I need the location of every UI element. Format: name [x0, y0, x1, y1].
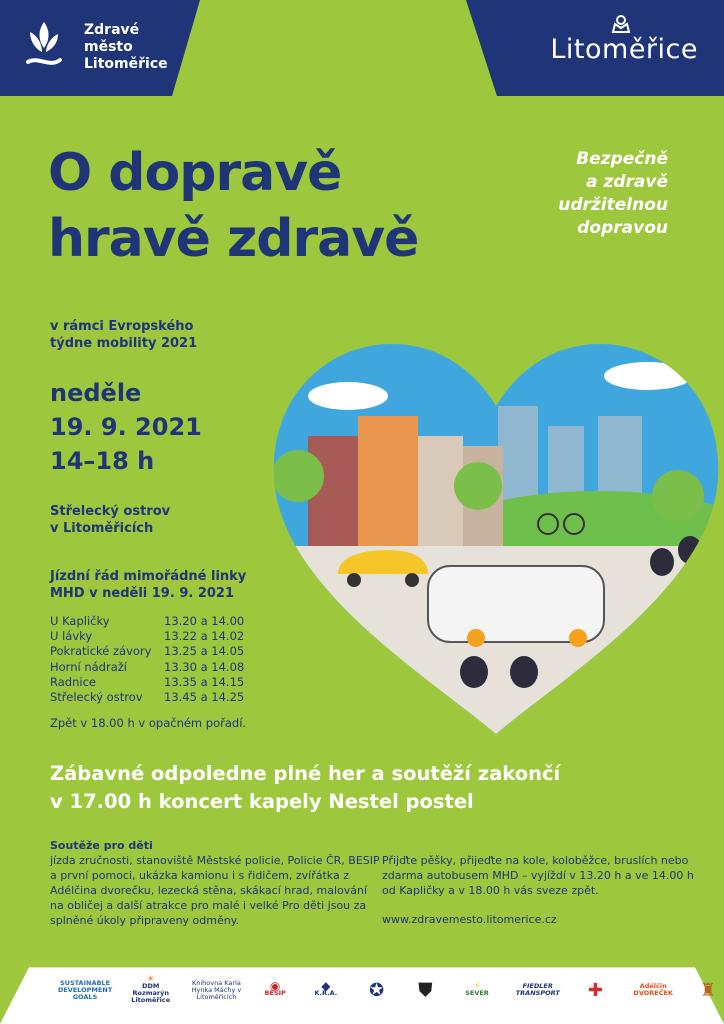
- contests-section: [50, 838, 380, 928]
- sever-logo: [459, 983, 495, 997]
- sdg-logo: SUSTAINABLE DEVELOPMENT GOALS: [57, 978, 113, 1001]
- event-day: neděle: [50, 379, 142, 407]
- besip-icon: ◉: [269, 979, 281, 993]
- schedule-title: [50, 568, 246, 602]
- schedule-title-line-1: Jízdní řád mimořádné linky: [50, 569, 247, 584]
- police-badge-logo: [410, 979, 440, 1001]
- context-line-2: týdne mobility 2021: [50, 336, 198, 351]
- schedule-stop: Horní nádraží: [50, 659, 127, 674]
- schedule-stop: U lávky: [50, 629, 93, 644]
- highlight-line-2: v 17.00 h koncert kapely Nestel postel: [50, 790, 474, 813]
- zm-line-2: město: [84, 39, 133, 55]
- zdrave-mesto-leaf-icon: [24, 18, 64, 78]
- event-time: 14–18 h: [50, 447, 155, 475]
- ddm-icon: ✶: [146, 974, 155, 985]
- schedule-times: 13.22 a 14.02: [164, 629, 245, 644]
- kra-icon: ◆: [321, 979, 331, 993]
- star-badge-logo: [362, 979, 392, 1001]
- concert-highlight: [50, 760, 560, 816]
- police-badge-icon: ⛊: [418, 979, 433, 1001]
- slogan: [558, 148, 668, 240]
- red-cross-logo: [580, 979, 610, 1001]
- schedule-row: [50, 690, 244, 705]
- schedule-stop: Pokratické závory: [50, 644, 152, 659]
- city-heart-illustration: [268, 336, 724, 736]
- schedule-row: [50, 675, 244, 690]
- context-line-1: v rámci Evropského: [50, 319, 194, 334]
- event-date: 19. 9. 2021: [50, 413, 202, 441]
- kra-logo: [309, 979, 343, 997]
- title-line-2: hravě zdravě: [48, 209, 419, 269]
- schedule-times: 13.45 a 14.25: [164, 690, 245, 705]
- event-place: [50, 503, 170, 537]
- schedule-times: 13.20 a 14.00: [164, 614, 245, 628]
- contests-body: jízda zručnosti, stanoviště Městské policie, Policie ČR, BESIP a první pomoci, ukázka kamionu i s řidičem, zvířátka z Adélčina dvorečku, lezecká stěna, skákací hrad, malování na obličej a další atrakce pro malé i velké Pro děti jsou za splněné úkoly připraveny odměny.: [50, 854, 380, 927]
- schedule-row: [50, 660, 244, 675]
- transport-info: [382, 853, 702, 927]
- contests-heading: Soutěže pro děti: [50, 839, 153, 852]
- schedule-row: [50, 644, 244, 659]
- schedule-title-line-2: MHD v neděli 19. 9. 2021: [50, 586, 235, 601]
- schedule-row: [50, 629, 244, 644]
- schedule-times: 13.35 a 14.15: [164, 674, 245, 689]
- zdrave-mesto-logo-text: [84, 22, 204, 73]
- sever-icon: ⚡: [473, 981, 481, 992]
- slogan-line-3: udržitelnou: [558, 195, 668, 215]
- red-cross-icon: ✚: [587, 979, 604, 1001]
- fiedler-logo: FIEDLER TRANSPORT: [515, 982, 560, 997]
- litomerice-city-logo: Litoměřice: [550, 34, 698, 65]
- schedule-times: 13.25 a 14.05: [164, 644, 245, 659]
- schedule-times: 13.30 a 14.08: [164, 659, 245, 674]
- place-line-2: v Litoměřicích: [50, 521, 154, 536]
- schedule-stop: Radnice: [50, 674, 96, 689]
- slogan-line-1: Bezpečně: [576, 149, 668, 169]
- page-title: [48, 140, 418, 272]
- place-line-1: Střelecký ostrov: [50, 504, 171, 519]
- event-context: [50, 318, 197, 352]
- kra-label: K.R.A.: [314, 989, 338, 997]
- sever-label: SEVER: [465, 989, 489, 997]
- zm-line-1: Zdravé: [84, 22, 140, 38]
- ddm-logo: [129, 976, 173, 1004]
- library-logo: Knihovna Karla Hynka Máchy v Litoměřicích: [191, 978, 242, 1001]
- schedule-table: [50, 614, 244, 705]
- ddm-label: DDM Rozmarýn Litoměřice: [131, 982, 171, 1004]
- besip-logo: [260, 979, 290, 997]
- star-badge-icon: ✪: [369, 979, 385, 1001]
- slogan-line-4: dopravou: [577, 218, 668, 238]
- schedule-stop: U Kapličky: [50, 614, 110, 628]
- highlight-line-1: Zábavné odpoledne plné her a soutěží zakončí: [50, 762, 561, 785]
- besip-label: BESIP: [264, 989, 286, 997]
- event-datetime: [50, 376, 202, 478]
- crown-icon: [610, 14, 632, 34]
- tower-logo: [696, 979, 720, 1001]
- dvorecek-logo: Adélčin DVOREČEK: [633, 982, 673, 997]
- transport-info-body: Přijďte pěšky, přijeďte na kole, koloběžce, bruslích nebo zdarma autobusem MHD – vyjíždí v 13.20 h a ve 14.00 h od Kapličky a v 18.00 h vás sveze zpět.: [382, 854, 694, 897]
- tower-icon: ♜: [699, 979, 716, 1001]
- sponsor-logos: [57, 974, 720, 1004]
- zm-line-3: Litoměřice: [84, 56, 168, 72]
- slogan-line-2: a zdravě: [586, 172, 668, 192]
- return-note: Zpět v 18.00 h v opačném pořadí.: [50, 716, 247, 730]
- schedule-stop: Střelecký ostrov: [50, 690, 143, 705]
- schedule-row: [50, 614, 244, 629]
- title-line-1: O dopravě: [48, 143, 342, 203]
- website-link[interactable]: www.zdravemesto.litomerice.cz: [382, 913, 557, 926]
